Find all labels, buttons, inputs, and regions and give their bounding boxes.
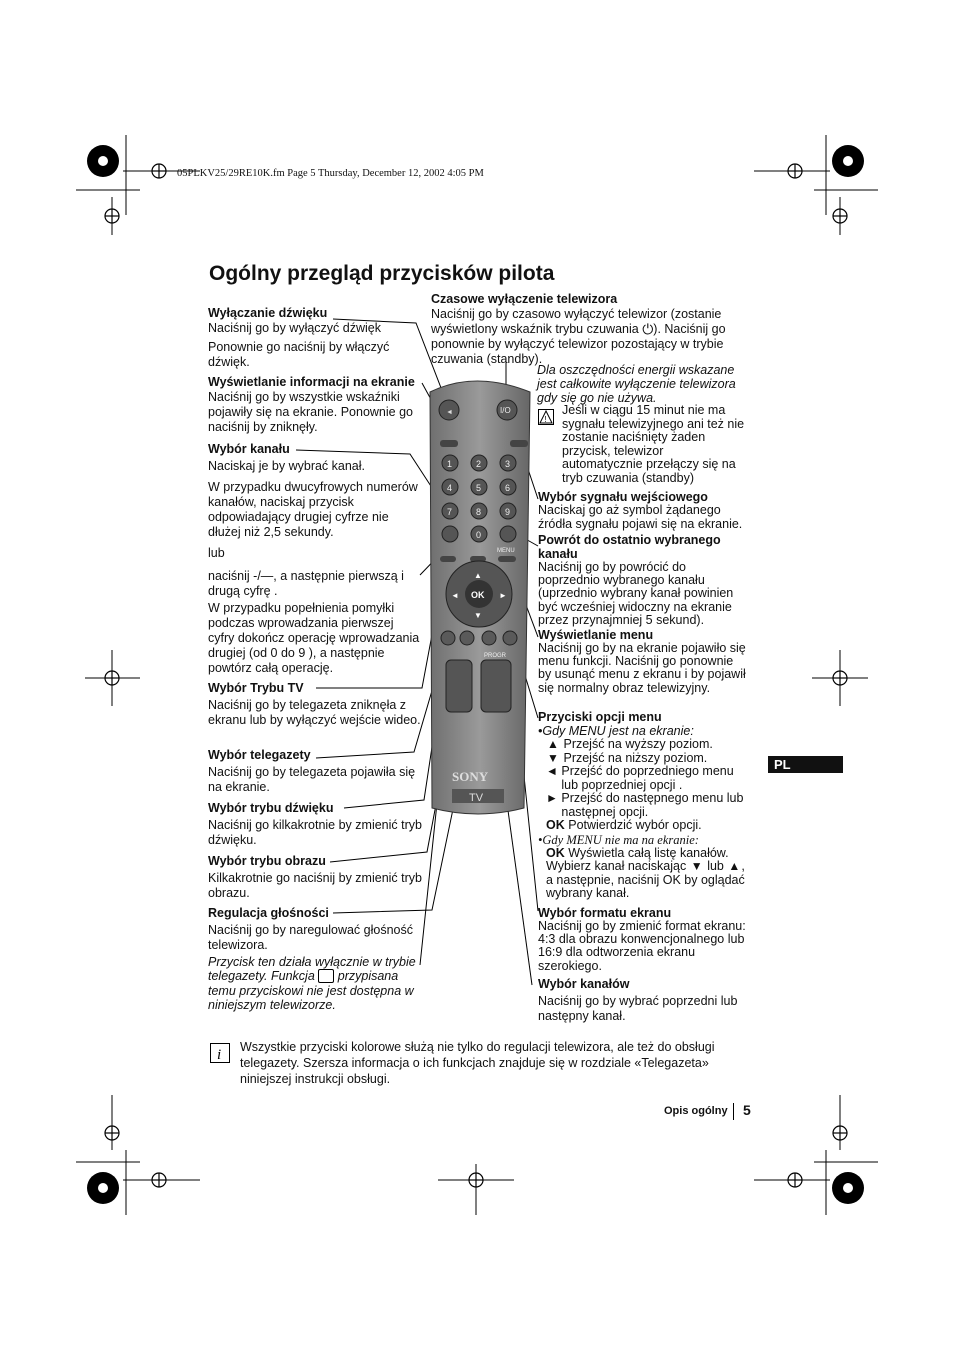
progr-label: PROGR: [484, 653, 507, 659]
picture-mode-heading: Wybór trybu obrazu: [208, 854, 326, 868]
power-label: I/O: [500, 406, 511, 415]
digit-label-4: 4: [447, 483, 453, 493]
digit-label-3: 3: [505, 459, 511, 469]
tv-badge-label: TV: [469, 792, 484, 804]
page-title: Ogólny przegląd przycisków pilota: [209, 262, 555, 285]
dash-button: [442, 526, 458, 542]
mute-text-1: Naciśnij go by wyłączyć dźwięk: [208, 321, 381, 335]
standby-icon: ⏻: [642, 321, 654, 338]
warning-icon: [538, 409, 554, 425]
info-button: [440, 440, 458, 447]
ok-label: OK: [471, 590, 485, 600]
arrow-right-icon: ►: [546, 791, 558, 805]
format-text: Naciśnij go by zmienić format ekranu: 4:3 dla obrazu konwencjonalnego lub 16:9 dla odtworzenia ekranu szerokiego.: [538, 919, 746, 973]
teletext-icon: [318, 969, 334, 983]
digit-label-8: 8: [476, 507, 482, 517]
svg-text:◄: ◄: [451, 591, 459, 600]
option-left: Przejść do poprzedniego menu lub poprzedniej opcji .: [561, 764, 734, 792]
input-text: Naciskaj go aż symbol żądanego źródła sygnału pojawi się na ekranie.: [538, 503, 743, 531]
digit-label-5: 5: [476, 483, 482, 493]
arrow-up-icon-2: ▲: [728, 859, 741, 873]
recall-button: [500, 526, 516, 542]
teletext-heading: Wybór telegazety: [208, 748, 311, 762]
timer-text-1: Naciśnij go by czasowo wyłączyć telewizor (zostanie wyświetlony wskaźnik trybu czuwania: [431, 307, 722, 336]
svg-text:▲: ▲: [474, 571, 482, 580]
file-header: 05PLKV25/29RE10K.fm Page 5 Thursday, December 12, 2002 4:05 PM: [177, 168, 484, 179]
digit-label-7: 7: [447, 507, 453, 517]
channel-heading: Wybór kanału: [208, 442, 290, 456]
input-button: [510, 440, 528, 447]
sound-mode-text: Naciśnij go kilkakrotnie by zmienić tryb dźwięku.: [208, 818, 422, 847]
arrow-down-icon-2: ▼: [690, 859, 703, 873]
options-menu-off: •Gdy MENU nie ma na ekranie:: [538, 832, 699, 847]
tv-mode-text: Naciśnij go by telegazeta zniknęła z ekranu lub by wyłączyć wejście wideo.: [208, 698, 421, 727]
option-ok-list: Wyświetla całą listę kanałów. Wybierz kanał naciskając: [546, 845, 729, 873]
menu-label: MENU: [497, 548, 515, 554]
option-or: lub: [707, 859, 724, 873]
mute-heading: Wyłączanie dźwięku: [208, 306, 328, 320]
page-number: 5: [743, 1102, 751, 1118]
option-down: Przejść na niższy poziom.: [563, 750, 708, 765]
last-channel-text: Naciśnij go by powrócić do poprzednio wybranego kanału (uprzednio wybrany kanał powinien być wcześniej widoczny na ekranie przez przynajmniej 5 sekund).: [538, 560, 734, 627]
eco-note: Dla oszczędności energii wskazane jest całkowite wyłączenie telewizora gdy się go nie używa.: [537, 363, 736, 405]
picture-mode-button: [460, 631, 474, 645]
option-ok-list-end: , a następnie, naciśnij OK by oglądać wybrany kanał.: [546, 859, 745, 900]
arrow-up-icon: ▲: [547, 737, 559, 751]
channels-text: Naciśnij go by wybrać poprzedni lub następny kanał.: [538, 994, 738, 1023]
options-menu-on: •Gdy MENU jest na ekranie:: [538, 724, 694, 738]
mute-text-2: Ponownie go naciśnij by włączyć dźwięk.: [208, 340, 390, 369]
color-button: [503, 631, 517, 645]
timer-heading: Czasowe wyłączenie telewizora: [431, 292, 618, 306]
arrow-down-icon: ▼: [547, 750, 559, 765]
info-icon: [210, 1043, 230, 1063]
brand-label: SONY: [452, 769, 489, 784]
format-button: [482, 631, 496, 645]
volume-rocker: [446, 660, 472, 712]
svg-text:i: i: [217, 1047, 222, 1063]
info-heading: Wyświetlanie informacji na ekranie: [208, 375, 415, 389]
volume-text: Naciśnij go by naregulować głośność telewizora.: [208, 923, 413, 952]
zero-label: 0: [476, 530, 482, 540]
channel-text-3: lub: [208, 546, 225, 560]
svg-text:►: ►: [499, 591, 507, 600]
menu-heading: Wyświetlanie menu: [538, 628, 654, 642]
note-text: Wszystkie przyciski kolorowe służą nie tylko do regulacji telewizora, ale też do obsługi telegazety. Szersza informacja o ich funkcjach znajduje się w rozdziale «Telegazeta» niniejszej instrukcji obsługi.: [240, 1040, 715, 1086]
language-tab: PL: [768, 756, 843, 773]
svg-text:!: !: [544, 415, 547, 424]
last-channel-heading: Powrót do ostatnio wybranego kanału: [538, 533, 721, 561]
channels-heading: Wybór kanałów: [538, 977, 630, 991]
options-heading: Przyciski opcji menu: [538, 710, 662, 724]
arrow-left-icon: ◄: [546, 764, 558, 778]
tv-mode-heading: Wybór Trybu TV: [208, 681, 304, 695]
digit-label-6: 6: [505, 483, 511, 493]
timer-text-2: ). Naciśnij go ponownie by wyłączyć telewizor pozostający w trybie czuwania (standby).: [431, 322, 726, 367]
standby-warning-text: Jeśli w ciągu 15 minut nie ma sygnału telewizyjnego ani też nie zostanie naciśnięty żaden przycisk, telewizor automatycznie przełączy się na tryb czuwania (standby): [562, 403, 745, 485]
channel-text-5: W przypadku popełnienia pomyłki podczas wprowadzania pierwszej cyfry dokończ operację wprowadzania drugiej (od 0 do 9 ), a następnie powtórz całą operację.: [208, 601, 420, 675]
digit-buttons: [442, 455, 516, 519]
ok-icon: OK: [546, 818, 565, 832]
option-up: Przejść na wyższy poziom.: [563, 737, 713, 751]
channel-text-4: naciśnij -/—, a następnie pierwszą i drugą cyfrę .: [208, 569, 404, 598]
svg-text:▼: ▼: [474, 611, 482, 620]
format-heading: Wybór formatu ekranu: [538, 906, 672, 920]
ok-icon-2: OK: [546, 845, 565, 860]
tv-button: [440, 556, 456, 562]
teletext-text: Naciśnij go by telegazeta pojawiła się na ekranie.: [208, 765, 416, 794]
digit-label-1: 1: [447, 459, 453, 469]
sound-mode-heading: Wybór trybu dźwięku: [208, 801, 334, 815]
channel-text-1: Naciskaj je by wybrać kanał.: [208, 459, 366, 473]
footer-divider: [733, 1103, 734, 1120]
option-ok: Potwierdzić wybór opcji.: [568, 818, 702, 832]
volume-note-1: Przycisk ten działa wyłącznie w trybie telegazety. Funkcja: [208, 955, 416, 983]
channel-text-2: W przypadku dwucyfrowych numerów kanałów, naciskaj przycisk odpowiadający drugiej cyfrze nie dłużej niż 2,5 sekundy.: [208, 480, 418, 539]
svg-text:◄: ◄: [446, 409, 453, 416]
option-right: Przejść do następnego menu lub następnej opcji.: [561, 791, 744, 819]
info-text: Naciśnij go by wszystkie wskaźniki pojawiły się na ekranie. Ponownie go naciśnij by zniknęły.: [208, 390, 413, 434]
sound-mode-button: [441, 631, 455, 645]
digit-label-2: 2: [476, 459, 482, 469]
volume-heading: Regulacja głośności: [208, 906, 329, 920]
menu-text: Naciśnij go by na ekranie pojawiło się menu funkcji. Naciśnij go ponownie by usunąć menu z ekranu i by pojawił się normalny obraz telewizyjny.: [538, 641, 746, 695]
picture-mode-text: Kilkakrotnie go naciśnij by zmienić tryb obrazu.: [208, 871, 422, 900]
footer-section: Opis ogólny: [664, 1105, 728, 1117]
menu-button: [498, 556, 516, 562]
program-rocker: [481, 660, 511, 712]
digit-label-9: 9: [505, 507, 511, 517]
volume-note-2: przypisana temu przyciskowi nie jest dostępna w niniejszym telewizorze.: [208, 969, 414, 1012]
input-heading: Wybór sygnału wejściowego: [538, 490, 708, 504]
